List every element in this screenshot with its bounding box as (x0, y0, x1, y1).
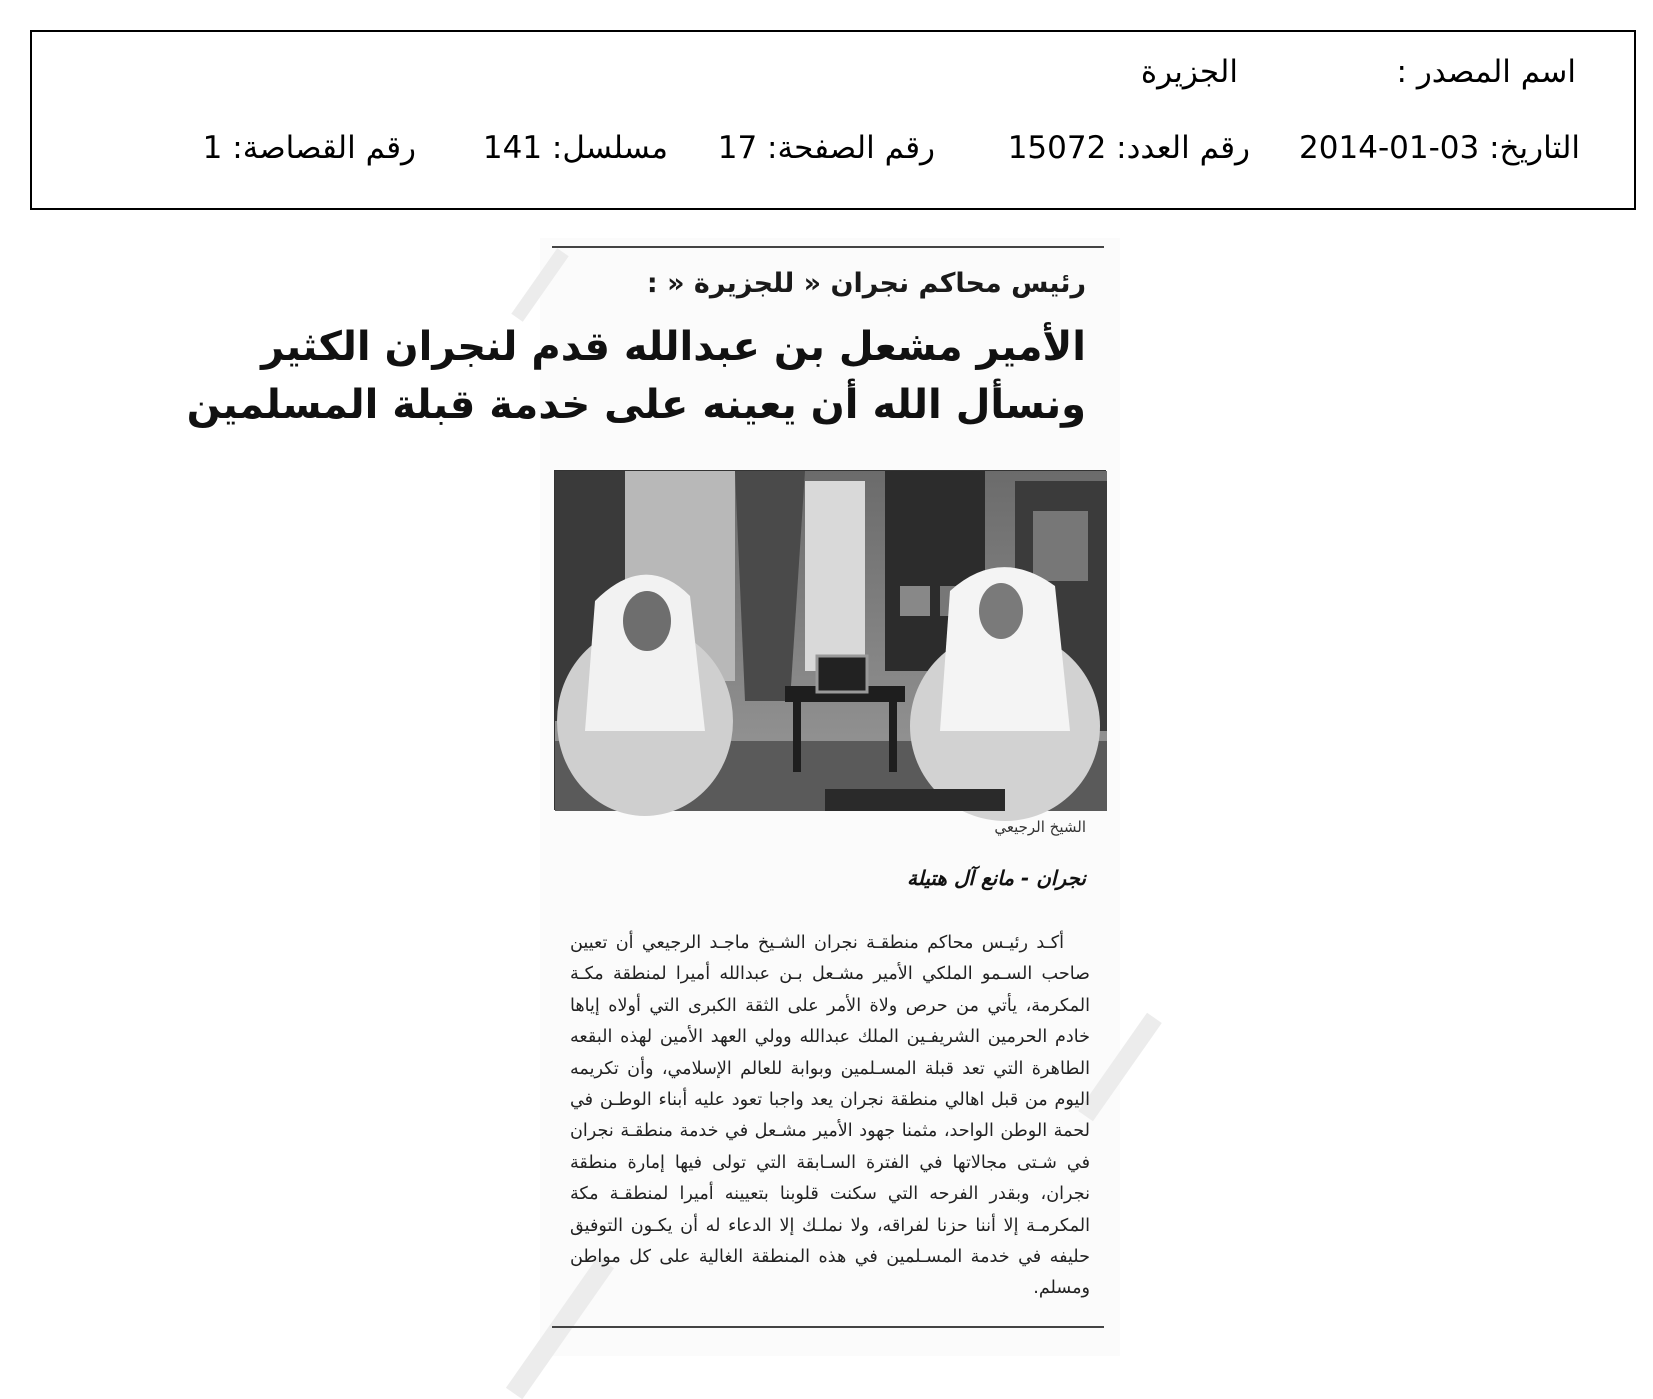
date-field: التاريخ: 03-01-2014 (1299, 130, 1580, 166)
watermark-stripe (1078, 1013, 1162, 1122)
watermark-stripe (511, 248, 568, 322)
issue-number-field: رقم العدد: 15072 (1007, 130, 1250, 166)
article-photo (554, 470, 1106, 810)
top-rule (552, 246, 1104, 248)
article-kicker: رئيس محاكم نجران « للجزيرة « : (646, 268, 1086, 299)
serial-field: مسلسل: 141 (482, 130, 668, 166)
article-byline: نجران - مانع آل هتيلة (907, 866, 1086, 890)
source-value: الجزيرة (1140, 54, 1238, 90)
headline-line-1: الأمير مشعل بن عبدالله قدم لنجران الكثير (261, 324, 1086, 370)
bottom-rule (552, 1326, 1104, 1328)
article-headline (186, 318, 1086, 434)
article-body (570, 928, 1090, 1305)
page-number-field: رقم الصفحة: 17 (717, 130, 935, 166)
source-metadata-box (30, 30, 1636, 210)
source-label: اسم المصدر : (1396, 54, 1576, 90)
newspaper-clipping (186, 238, 1120, 1356)
photo-caption: الشيخ الرجيعي (994, 818, 1086, 836)
photo-illustration (555, 471, 1107, 811)
headline-line-2: ونسأل الله أن يعينه على خدمة قبلة المسلمين (186, 382, 1086, 428)
article-paragraph: أكـد رئيـس محاكم منطقـة نجران الشـيخ ماجـد الرجيعي أن تعيين صاحب السـمو الملكي الأمير مشـعل بـن عبدالله أميرا لمنطقة مكـة المكرمة، يأتي من حرص ولاة الأمر على الثقة الكبرى التي أولاه إياها خادم الحرمين الشريفـين الملك عبدالله وولي العهد الأمين لهذه البقعه الطاهرة التي تعد قبلة المسـلمين وبوابة للعالم الإسلامي، وأن تكريمه اليوم من قبل اهالي منطقة نجران يعد واجبا تعود عليه أبناء الوطـن في لحمة الوطن الواحد، مثمنا جهود الأمير مشـعل في خدمة منطقـة نجران في شـتى مجالاتها في الفترة السـابقة التي تولى فيها إمارة منطقة نجران، وبقدر الفرحه التي سكنت قلوبنا بتعيينه أميرا لمنطقـة مكة المكرمـة إلا أننا حزنا لفراقه، ولا نملـك إلا الدعاء له أن يكـون التوفيق حليفه في خدمة المسـلمين في هذه المنطقة الغالية على كل مواطن ومسلم. (570, 933, 1090, 1299)
clip-number-field: رقم القصاصة: 1 (202, 130, 416, 166)
